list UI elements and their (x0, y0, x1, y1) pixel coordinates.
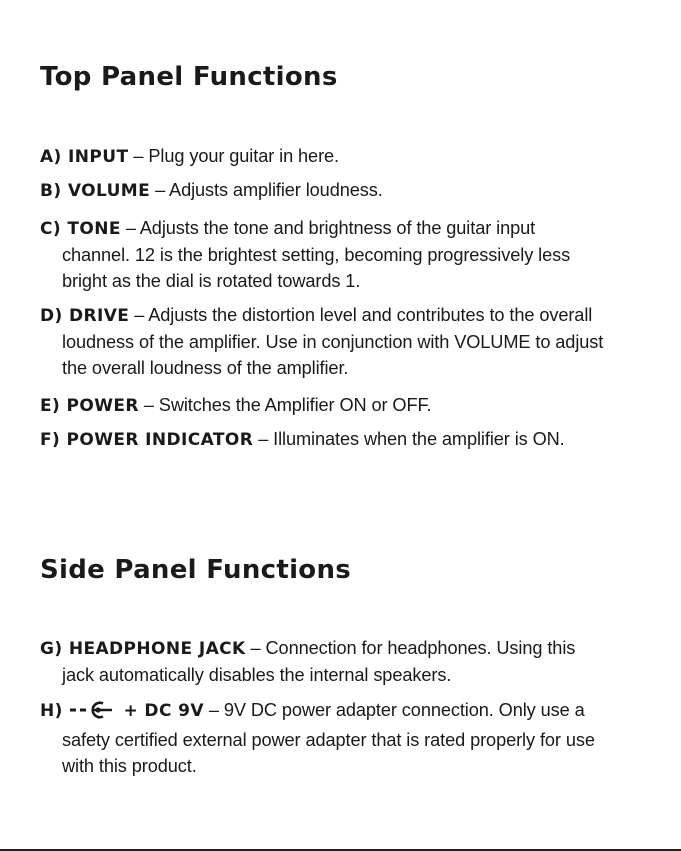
item-text: – Illuminates when the amplifier is ON. (258, 429, 565, 449)
item-label-prefix: H) (40, 701, 63, 721)
item-text: jack automatically disables the internal speakers. (62, 665, 452, 685)
item-dc-power (40, 697, 650, 779)
item-input (40, 143, 650, 170)
item-label-suffix: + DC 9V (123, 701, 204, 721)
item-tone (40, 215, 650, 294)
item-power (40, 392, 650, 419)
item-text: – Plug your guitar in here. (133, 146, 339, 166)
item-text: – Adjusts the distortion level and contributes to the overall (134, 305, 593, 325)
item-headphone-jack (40, 635, 650, 688)
item-text: – 9V DC power adapter connection. Only use a (208, 700, 585, 720)
item-text: the overall loudness of the amplifier. (62, 358, 349, 378)
item-text: loudness of the amplifier. Use in conjunction with VOLUME to adjust (62, 332, 604, 352)
item-label: G) HEADPHONE JACK (40, 639, 246, 659)
item-label (40, 701, 204, 721)
item-power-indicator (40, 426, 650, 453)
item-drive (40, 302, 650, 381)
item-text: – Connection for headphones. Using this (250, 638, 576, 658)
dc-center-negative-polarity-icon (70, 701, 116, 727)
item-label: E) POWER (40, 396, 139, 416)
item-label: F) POWER INDICATOR (40, 430, 254, 450)
top-panel-heading: Top Panel Functions (40, 62, 338, 92)
item-text: safety certified external power adapter that is rated properly for use (62, 730, 595, 750)
item-text: – Switches the Amplifier ON or OFF. (143, 395, 432, 415)
item-text: bright as the dial is rotated towards 1. (62, 271, 361, 291)
item-label: C) TONE (40, 219, 121, 239)
item-label: D) DRIVE (40, 306, 130, 326)
item-label: A) INPUT (40, 147, 129, 167)
item-volume (40, 177, 650, 204)
item-text: – Adjusts amplifier loudness. (155, 180, 383, 200)
item-label: B) VOLUME (40, 181, 151, 201)
item-text: – Adjusts the tone and brightness of the guitar input (125, 218, 536, 238)
item-text: channel. 12 is the brightest setting, becoming progressively less (62, 245, 571, 265)
item-text: with this product. (62, 756, 197, 776)
side-panel-heading: Side Panel Functions (40, 555, 352, 585)
